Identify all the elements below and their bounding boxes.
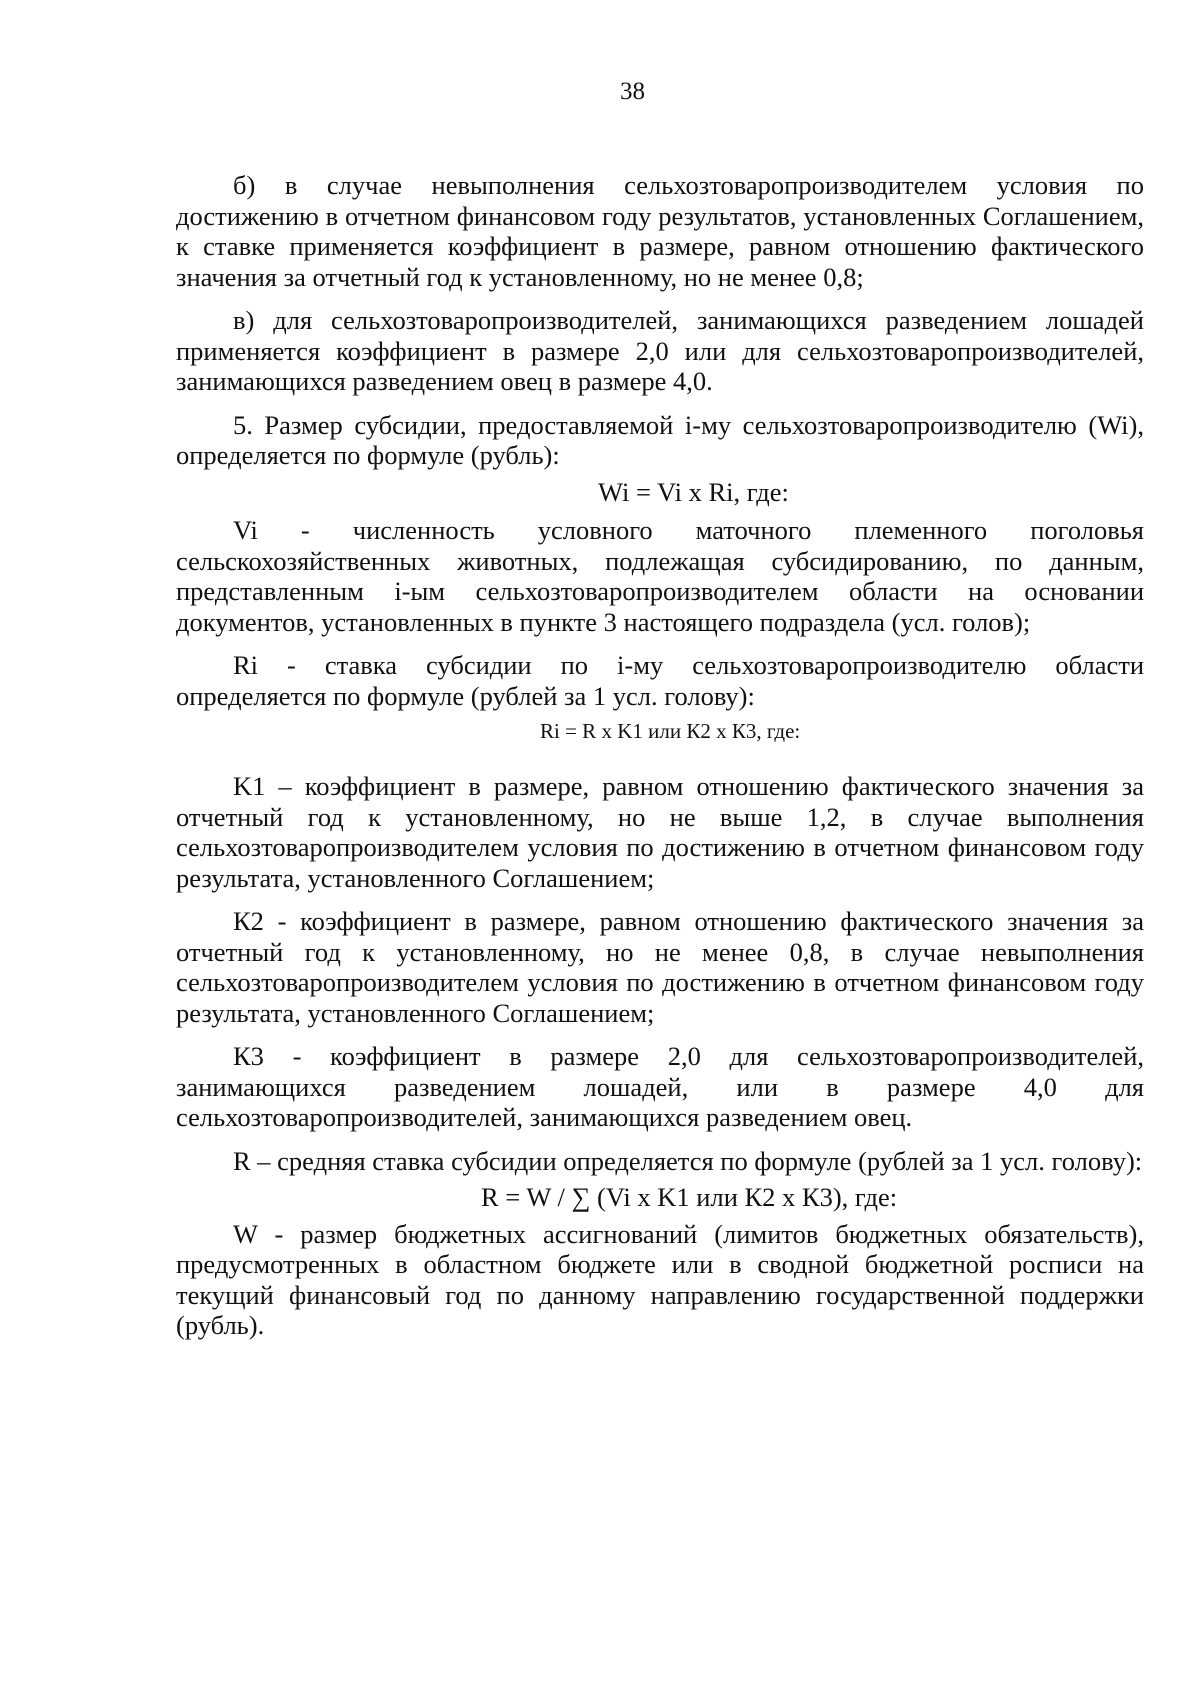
formula-wi: Wi = Vi x Ri, где: <box>598 476 789 507</box>
document-body <box>176 170 1144 1354</box>
formula-ri: Ri = R x K1 или К2 x К3, где: <box>540 719 801 743</box>
paragraph-b: б) в случае невыполнения сельхозтоваропроизводителем условия по достижению в отчетном финансовом году результатов, установленных Соглашением, к ставке применяется коэффициент в размере, равном отношению фактического значения за отчетный год к установленному, но не менее 0,8; <box>176 170 1144 292</box>
paragraph-k1: K1 – коэффициент в размере, равном отношению фактического значения за отчетный год к установленному, но не выше 1,2, в случае выполнения сельхозтоваропроизводителем условия по достижению в отчетном финансовом году результата, установленного Соглашением; <box>176 771 1144 893</box>
page-number: 38 <box>620 78 645 105</box>
paragraph-ri: Ri - ставка субсидии по i-му сельхозтоваропроизводителю области определяется по формуле (рублей за 1 усл. голову): <box>176 650 1144 711</box>
paragraph-r: R – средняя ставка субсидии определяется по формуле (рублей за 1 усл. голову): <box>233 1145 1143 1176</box>
formula-r: R = W / ∑ (Vi x K1 или К2 x К3), где: <box>481 1182 898 1212</box>
paragraph-5: 5. Размер субсидии, предоставляемой i-му сельхозтоваропроизводителю (Wi), определяется по формуле (рубль): <box>176 409 1144 470</box>
paragraph-v: в) для сельхозтоваропроизводителей, занимающихся разведением лошадей применяется коэффициент в размере 2,0 или для сельхозтоваропроизводителей, занимающихся разведением овец в размере 4,0. <box>176 305 1144 396</box>
paragraph-w: W - размер бюджетных ассигнований (лимитов бюджетных обязательств), предусмотренных в областном бюджете или в сводной бюджетной росписи на текущий финансовый год по данному направлению государственной поддержки (рубль). <box>176 1218 1144 1340</box>
paragraph-k3: К3 - коэффициент в размере 2,0 для сельхозтоваропроизводителей, занимающихся разведением лошадей, или в размере 4,0 для сельхозтоваропроизводителей, занимающихся разведением овец. <box>176 1041 1144 1132</box>
paragraph-k2: К2 - коэффициент в размере, равном отношению фактического значения за отчетный год к установленному, но не менее 0,8, в случае невыполнения сельхозтоваропроизводителем условия по достижению в отчетном финансовом году результата, установленного Соглашением; <box>176 906 1144 1028</box>
paragraph-vi: Vi - численность условного маточного племенного поголовья сельскохозяйственных животных, подлежащая субсидированию, по данным, представленным i-ым сельхозтоваропроизводителем области на основании документов, установленных в пункте 3 настоящего подраздела (усл. голов); <box>176 515 1144 637</box>
